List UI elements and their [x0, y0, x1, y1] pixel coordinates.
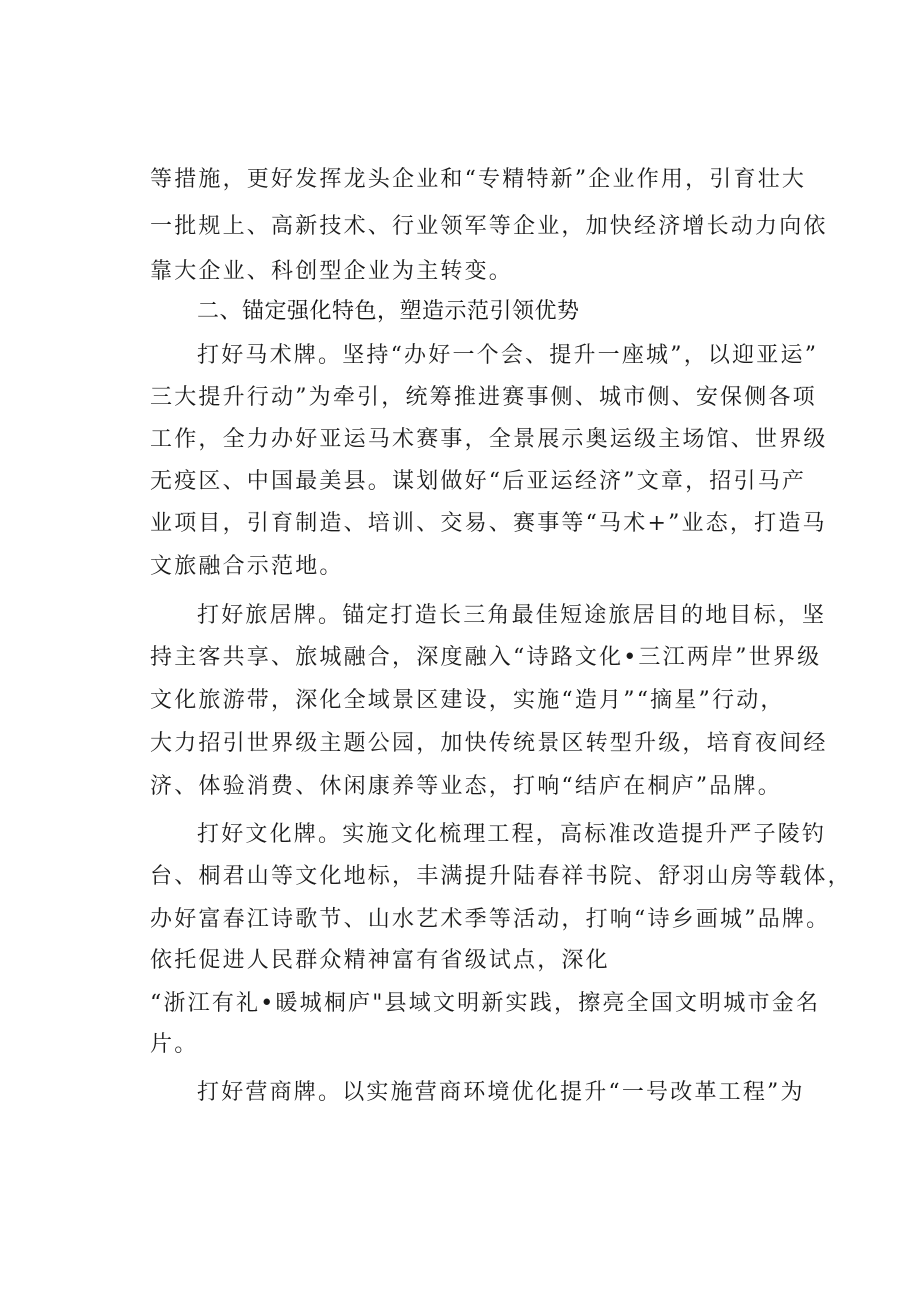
paragraph-line: 济、体验消费、休闲康养等业态，打响“结庐在桐庐”品牌。 — [150, 774, 782, 799]
paragraph-line: 等措施，更好发挥龙头企业和“专精特新”企业作用，引育壮大 — [150, 167, 807, 192]
paragraph-line: “浙江有礼•暖城桐庐"县域文明新实践，擦亮全国文明城市金名 — [150, 991, 821, 1016]
paragraph-line: 无疫区、中国最美县。谋划做好“后亚运经济”文章，招引马产 — [150, 469, 807, 494]
paragraph-line: 依托促进人民群众精神富有省级试点，深化 — [150, 948, 610, 973]
paragraph-line: 三大提升行动”为牵引，统筹推进赛事侧、城市侧、安保侧各项 — [150, 385, 817, 410]
paragraph-line: 一批规上、高新技术、行业领军等企业，加快经济增长动力向依 — [150, 214, 828, 239]
paragraph-line: 打好马术牌。坚持“办好一个会、提升一座城”，以迎亚运” — [197, 343, 819, 368]
section-heading: 二、锚定强化特色，塑造示范引领优势 — [197, 299, 580, 324]
paragraph-line: 打好营商牌。以实施营商环境优化提升“一号改革工程”为 — [197, 1080, 805, 1105]
paragraph-line: 文旅融合示范地。 — [150, 554, 344, 579]
paragraph-line: 工作，全力办好亚运马术赛事，全景展示奥运级主场馆、世界级 — [150, 427, 828, 452]
paragraph-line: 持主客共享、旅城融合，深度融入“诗路文化•三江两岸”世界级 — [150, 645, 822, 670]
paragraph-line: 片。 — [150, 1032, 199, 1057]
paragraph-line: 打好文化牌。实施文化梳理工程，高标准改造提升严子陵钓 — [197, 822, 827, 847]
paragraph-line: 办好富春江诗歌节、山水艺术季等活动，打响“诗乡画城”品牌。 — [150, 907, 831, 932]
paragraph-line: 大力招引世界级主题公园，加快传统景区转型升级，培育夜间经 — [150, 731, 828, 756]
paragraph-line: 业项目，引育制造、培训、交易、赛事等“马术+”业态，打造马 — [150, 511, 827, 536]
paragraph-line: 靠大企业、科创型企业为主转变。 — [150, 259, 514, 284]
paragraph-line: 打好旅居牌。锚定打造长三角最佳短途旅居目的地目标，坚 — [197, 603, 827, 628]
paragraph-line: 台、桐君山等文化地标，丰满提升陆春祥书院、舒羽山房等载体， — [150, 864, 852, 889]
paragraph-line: 文化旅游带，深化全域景区建设，实施“造月”“摘星”行动， — [150, 688, 785, 713]
